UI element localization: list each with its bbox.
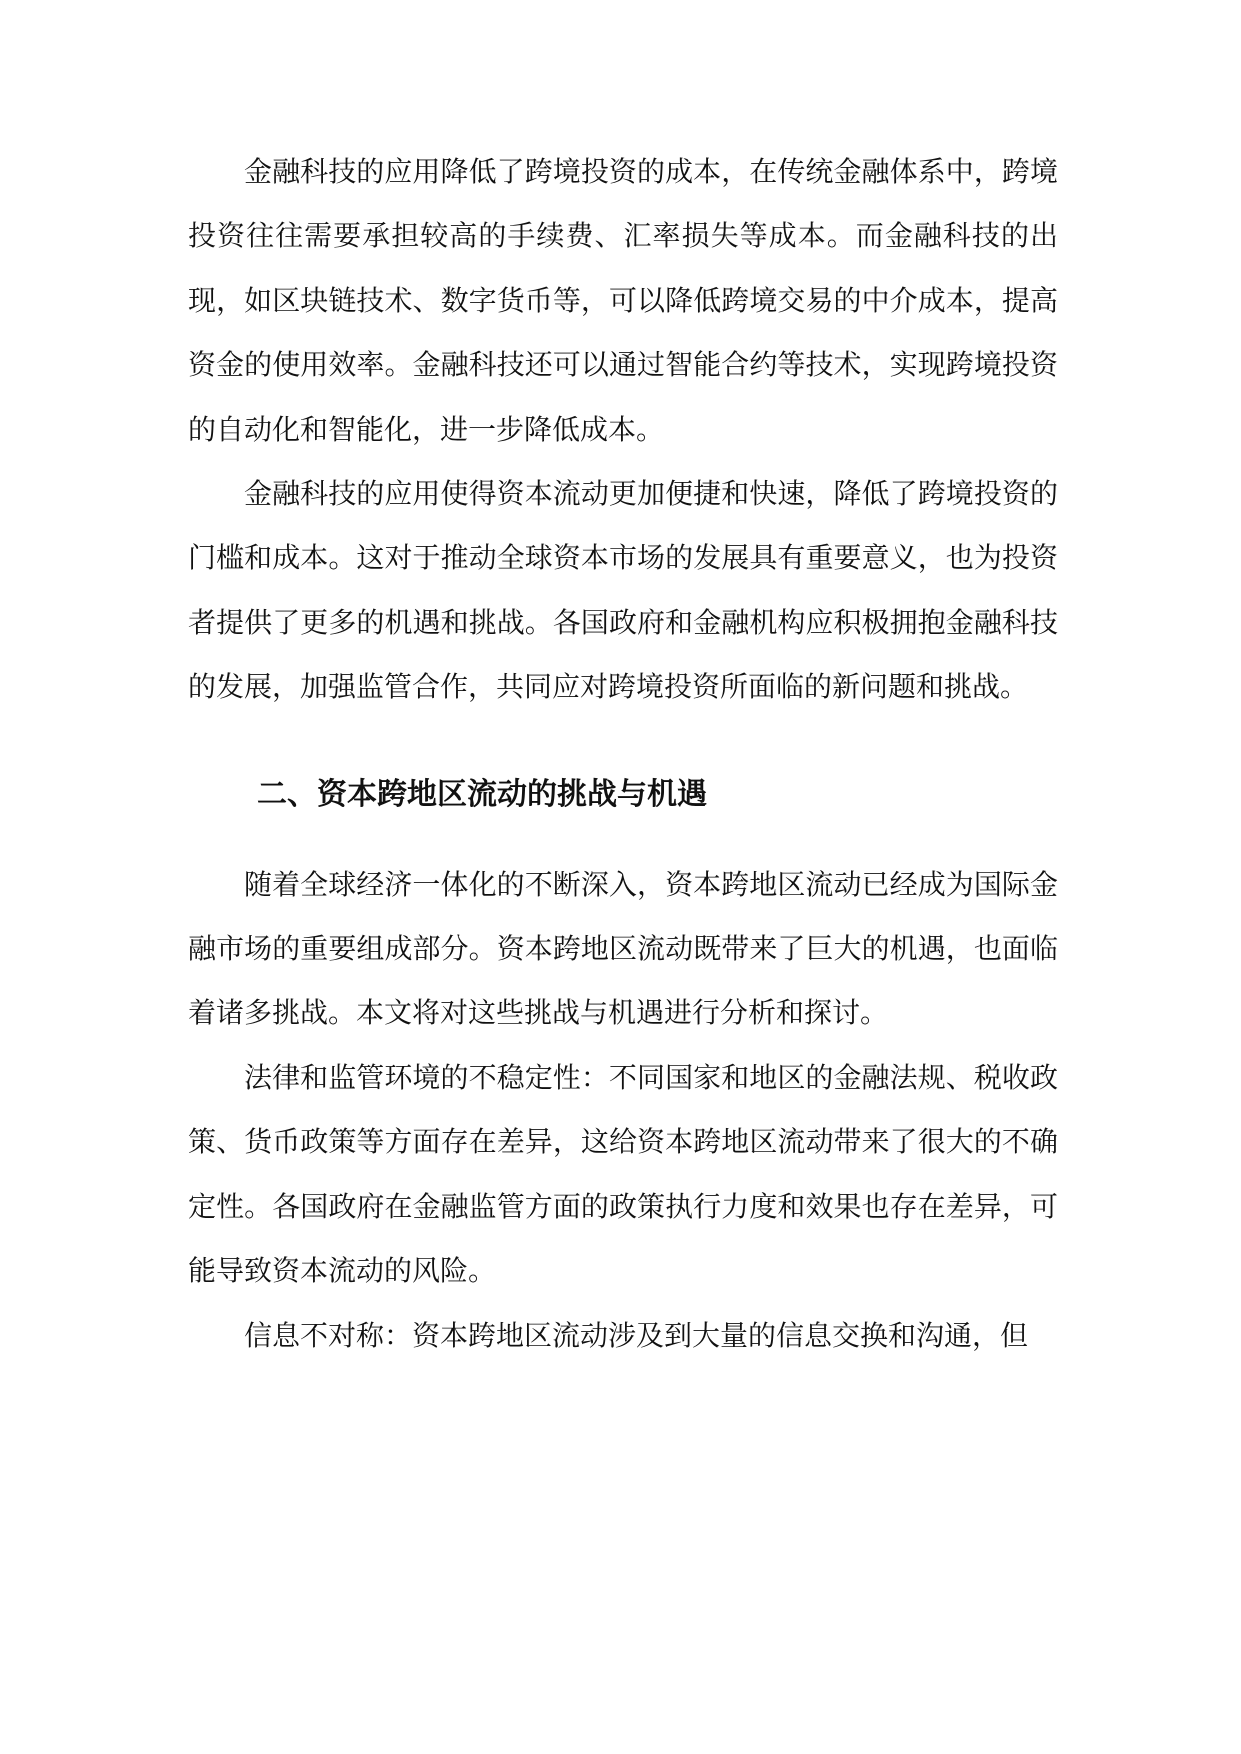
paragraph-fintech-convenience: 金融科技的应用使得资本流动更加便捷和快速，降低了跨境投资的门槛和成本。这对于推动全球资本市场的发展具有重要意义，也为投资者提供了更多的机遇和挑战。各国政府和金融机构应积极拥抱金融科技的发展，加强监管合作，共同应对跨境投资所面临的新问题和挑战。 [188,477,1058,704]
document-body [188,140,1058,1368]
paragraph-fintech-cost: 金融科技的应用降低了跨境投资的成本，在传统金融体系中，跨境投资往往需要承担较高的手续费、汇率损失等成本。而金融科技的出现，如区块链技术、数字货币等，可以降低跨境交易的中介成本，提高资金的使用效率。金融科技还可以通过智能合约等技术，实现跨境投资的自动化和智能化，进一步降低成本。 [188,155,1058,446]
paragraph-regulation: 法律和监管环境的不稳定性：不同国家和地区的金融法规、税收政策、货币政策等方面存在差异，这给资本跨地区流动带来了很大的不确定性。各国政府在金融监管方面的政策执行力度和效果也存在差异，可能导致资本流动的风险。 [188,1060,1058,1288]
section-heading: 二、资本跨地区流动的挑战与机遇 [257,776,707,812]
paragraph-intro: 随着全球经济一体化的不断深入，资本跨地区流动已经成为国际金融市场的重要组成部分。资本跨地区流动既带来了巨大的机遇，也面临着诸多挑战。本文将对这些挑战与机遇进行分析和探讨。 [188,867,1058,1030]
paragraph-information-asymmetry: 信息不对称：资本跨地区流动涉及到大量的信息交换和沟通，但 [244,1318,1029,1352]
